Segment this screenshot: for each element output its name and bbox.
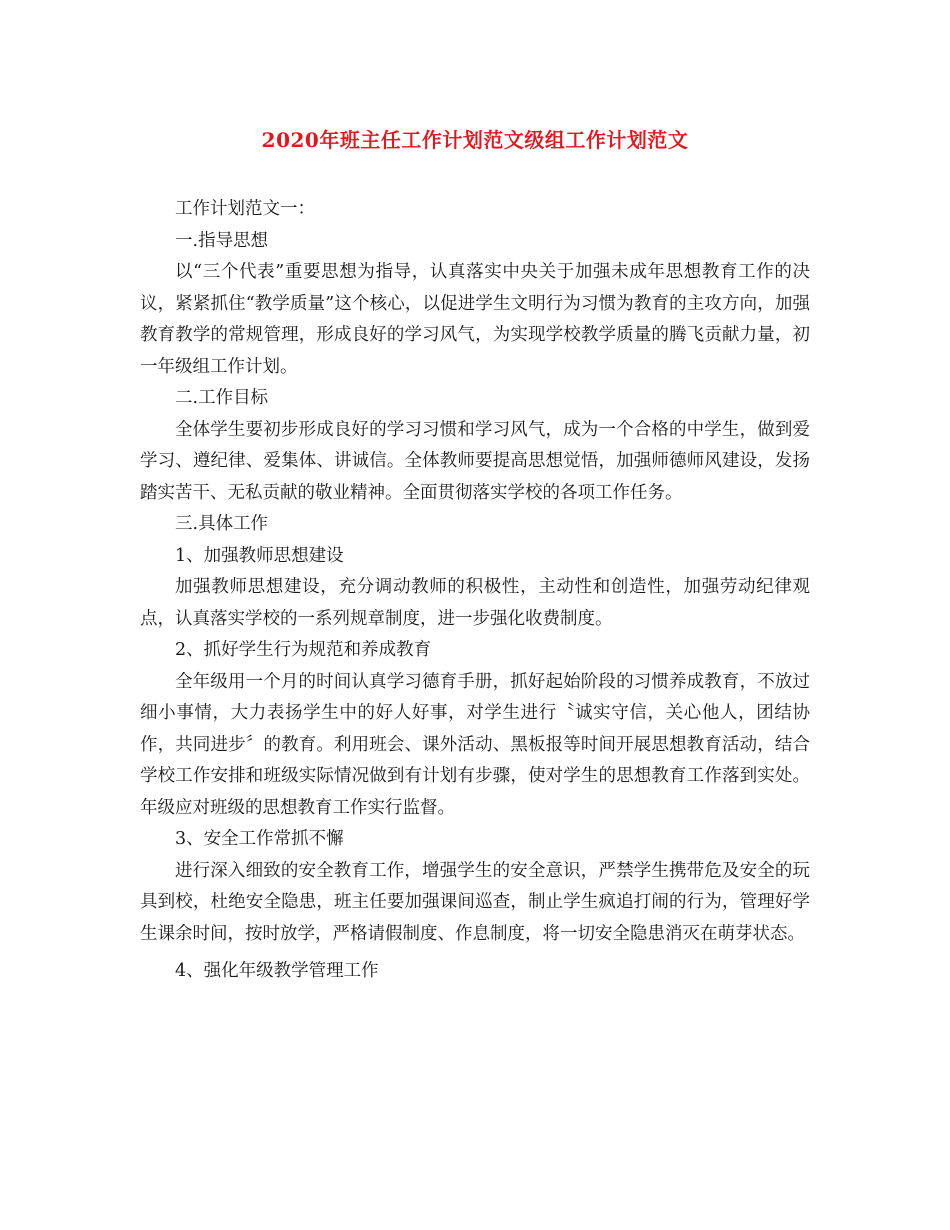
subheading-student-behavior: 2、抓好学生行为规范和养成教育 bbox=[175, 640, 432, 660]
section-heading-specific-work: 三.具体工作 bbox=[175, 514, 269, 534]
section-heading-guiding-ideology: 一.指导思想 bbox=[175, 230, 269, 251]
paragraph-safety-work: 进行深入细致的安全教育工作，增强学生的安全意识，严禁学生携带危及安全的玩具到校，杜绝安全隐患，班主任要加强课间巡查，制止学生疯追打闹的行为，管理好学生课余时间，按时放学，严格请假制度、作息制度，将一切安全隐患消灭在萌芽状态。 bbox=[140, 860, 810, 944]
paragraph-guiding-ideology: 以“三个代表”重要思想为指导，认真落实中央关于加强未成年思想教育工作的决议，紧紧抓住“教学质量”这个核心，以促进学生文明行为习惯为教育的主攻方向，加强教育教学的常规管理，形成良好的学习风气，为实现学校教学质量的腾飞贡献力量，初一年级组工作计划。 bbox=[140, 262, 810, 377]
paragraph-teacher-ideology: 加强教师思想建设，充分调动教师的积极性，主动性和创造性，加强劳动纪律观点，认真落实学校的一系列规章制度，进一步强化收费制度。 bbox=[140, 577, 810, 629]
subheading-teaching-management: 4、强化年级教学管理工作 bbox=[175, 961, 379, 981]
subheading-teacher-ideology: 1、加强教师思想建设 bbox=[175, 545, 344, 566]
paragraph-plan-one-heading: 工作计划范文一： bbox=[175, 199, 315, 219]
paragraph-work-goals: 全体学生要初步形成良好的学习习惯和学习风气，成为一个合格的中学生，做到爱学习、遵纪律、爱集体、讲诚信。全体教师要提高思想觉悟，加强师德师风建设，发扬踏实苦干、无私贡献的敬业精神。全面贯彻落实学校的各项工作任务。 bbox=[140, 419, 810, 503]
section-heading-work-goals: 二.工作目标 bbox=[175, 388, 269, 408]
document-body bbox=[140, 194, 810, 988]
subheading-safety-work: 3、安全工作常抓不懈 bbox=[175, 829, 344, 849]
document-title: 2020年班主任工作计划范文级组工作计划范文 bbox=[261, 128, 689, 152]
paragraph-student-behavior: 全年级用一个月的时间认真学习德育手册，抓好起始阶段的习惯养成教育，不放过细小事情，大力表扬学生中的好人好事，对学生进行〝诚实守信，关心他人，团结协作，共同进步〞的教育。利用班会、课外活动、黑板报等时间开展思想教育活动，结合学校工作安排和班级实际情况做到有计划有步骤，使对学生的思想教育工作落到实处。年级应对班级的思想教育工作实行监督。 bbox=[140, 671, 810, 818]
